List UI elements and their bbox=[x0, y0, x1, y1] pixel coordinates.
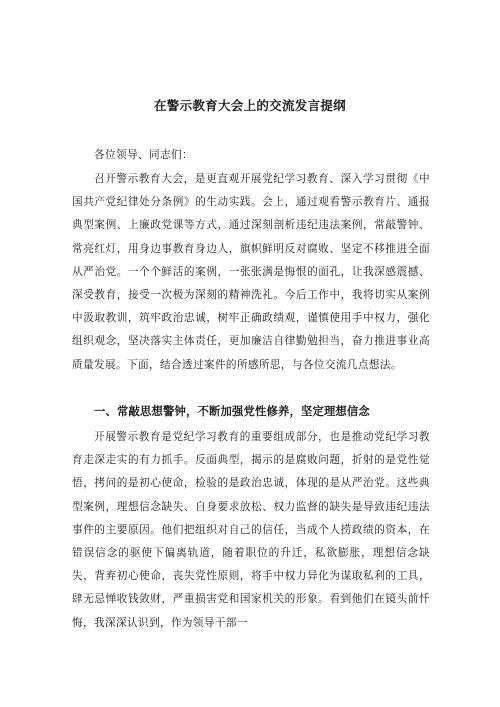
section-heading-1: 一、常敲思想警钟，不断加强党性修养，坚定理想信念 bbox=[94, 405, 370, 418]
section-1-paragraph: 开展警示教育是党纪学习教育的重要组成部分，也是推动党纪学习教育走深走实的有力抓手。反面典型，揭示的是腐败问题，折射的是党性觉悟，拷问的是初心使命，检验的是政治忠诚，体现的是从严治党。这些典型案例，理想信念缺失、自身要求放松、权力监督的缺失是导致违纪违法事件的主要原因。他们把组织对自己的信任，当成个人捞政绩的资本，在错误信念的驱使下偏离轨道，随着职位的升迁，私欲膨胀，理想信念缺失，背弃初心使命，丧失党性原则，将手中权力异化为谋取私利的工具，肆无忌惮收钱敛财，严重损害党和国家机关的形象。看到他们在镜头前忏悔，我深深认识到，作为领导干部一 bbox=[72, 431, 430, 629]
intro-paragraph: 召开警示教育大会，是更直观开展党纪学习教育、深入学习贯彻《中国共产党纪律处分条例》的生动实践。会上，通过观看警示教育片、通报典型案例、上廉政党课等方式，通过深刻剖析违纪违法案例，常敲警钟、常亮红灯，用身边事教育身边人，旗帜鲜明反对腐败、坚定不移推进全面从严治党。一个个鲜活的案例，一张张满是悔恨的面孔，让我深感震撼、深受教育，接受一次极为深刻的精神洗礼。今后工作中，我将切实从案例中汲取教训，筑牢政治忠诚，树牢正确政绩观，谨慎使用手中权力，强化组织观念，坚决落实主体责任，更加廉洁自律勤勉担当，奋力推进事业高质量发展。下面，结合透过案件的所感所思，与各位交流几点想法。 bbox=[72, 173, 430, 371]
salutation: 各位领导、同志们： bbox=[94, 149, 193, 161]
document-title: 在警示教育大会上的交流发言提纲 bbox=[153, 98, 346, 113]
